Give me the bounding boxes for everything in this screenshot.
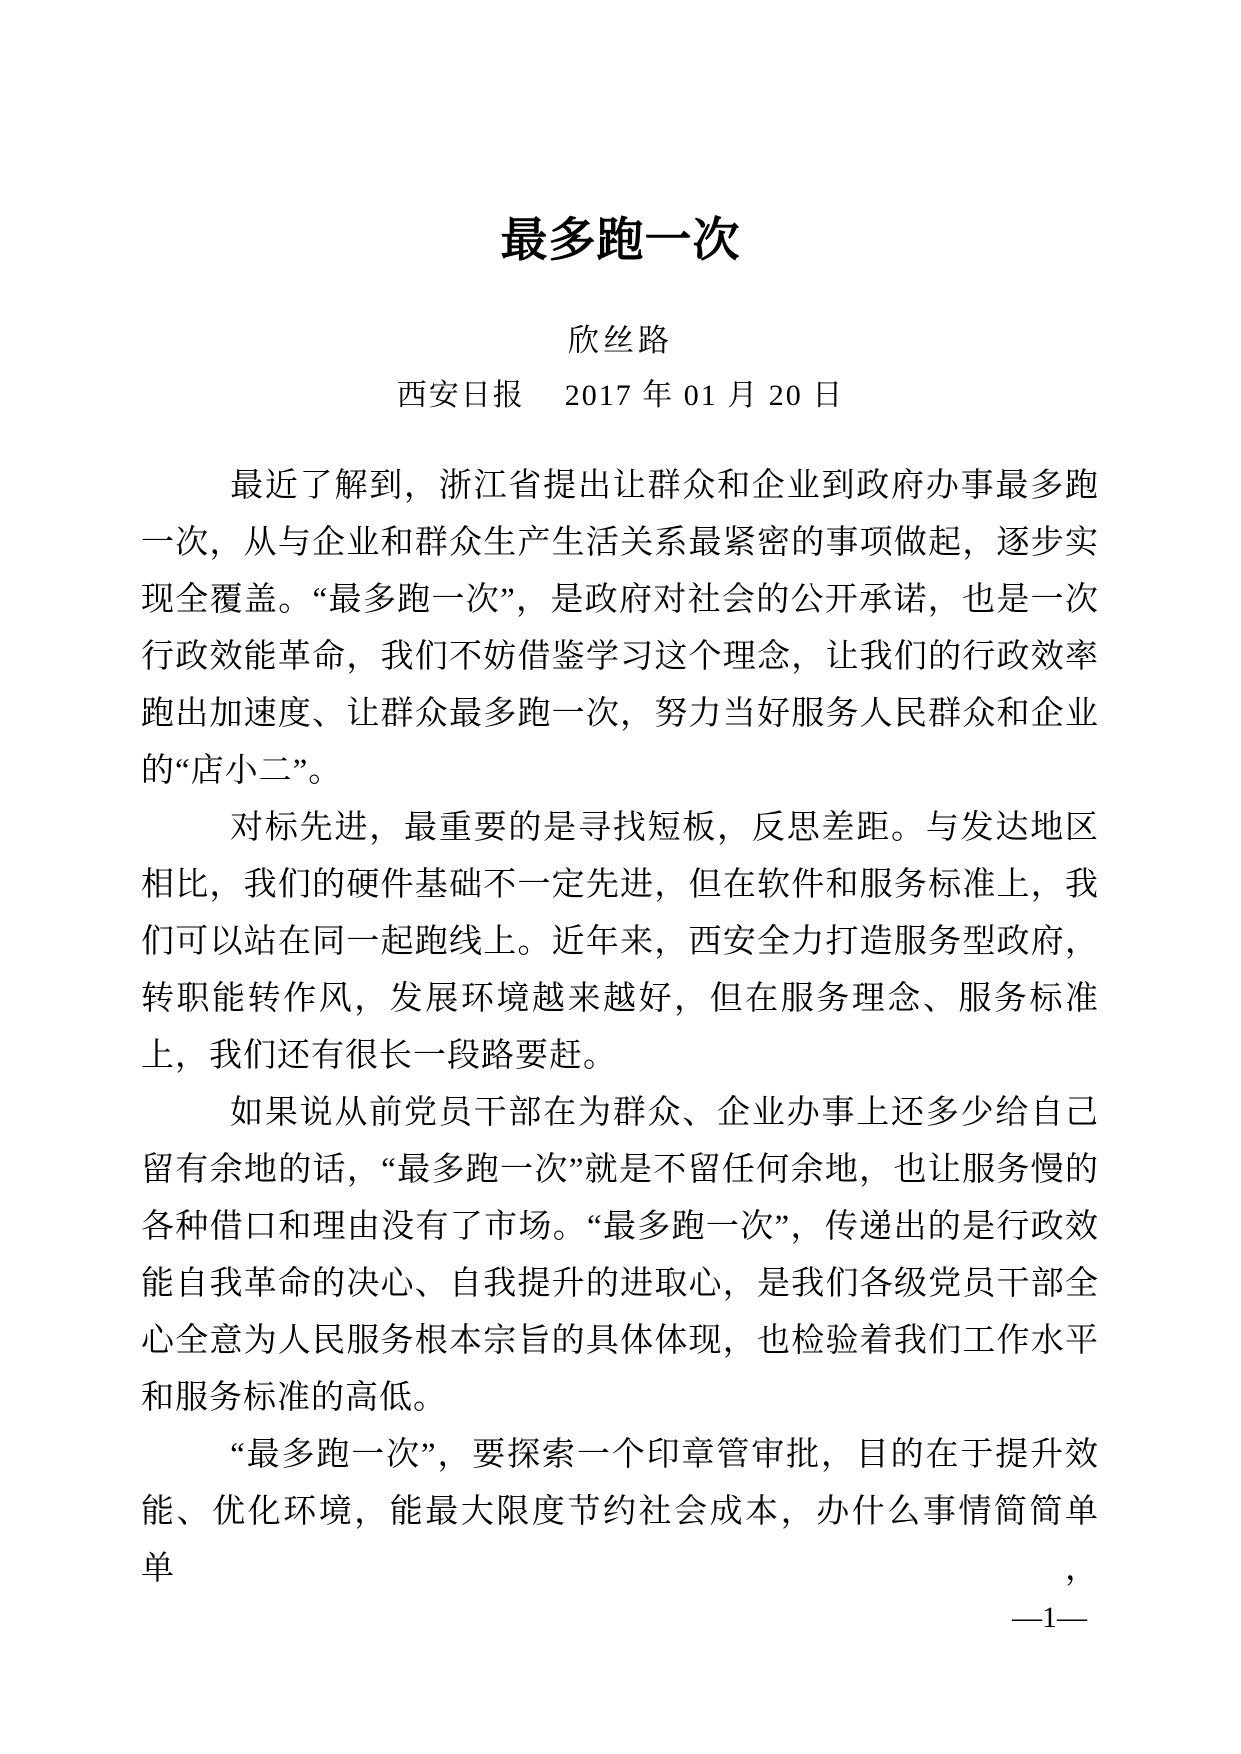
publication-date: 2017 年 01 月 20 日 (564, 379, 845, 412)
page-title: 最多跑一次 (500, 215, 741, 267)
paragraph-3: 如果说从前党员干部在为群众、企业办事上还多少给自己留有余地的话，“最多跑一次”就是不留任何余地，也让服务慢的各种借口和理由没有了市场。“最多跑一次”，传递出的是行政效能自我革命的决心、自我提升的进取心，是我们各级党员干部全心全意为人民服务根本宗旨的具体体现，也检验着我们工作水平和服务标准的高低。 (141, 1095, 1099, 1416)
source-line (0, 378, 1241, 414)
article-body (141, 458, 1099, 1598)
paragraph-2: 对标先进，最重要的是寻找短板，反思差距。与发达地区相比，我们的硬件基础不一定先进，但在软件和服务标准上，我们可以站在同一起跑线上。近年来，西安全力打造服务型政府，转职能转作风，发展环境越来越好，但在服务理念、服务标准上，我们还有很长一段路要赶。 (141, 810, 1099, 1074)
page-number: —1— (1012, 1601, 1087, 1634)
byline-author: 欣丝路 (568, 323, 673, 358)
paragraph-4: “最多跑一次”，要探索一个印章管审批，目的在于提升效能、优化环境，能最大限度节约社会成本，办什么事情简简单单， (141, 1437, 1099, 1587)
publication-name: 西安日报 (396, 379, 525, 412)
paragraph-1: 最近了解到，浙江省提出让群众和企业到政府办事最多跑一次，从与企业和群众生产生活关系最紧密的事项做起，逐步实现全覆盖。“最多跑一次”，是政府对社会的公开承诺，也是一次行政效能革命，我们不妨借鉴学习这个理念，让我们的行政效率跑出加速度、让群众最多跑一次，努力当好服务人民群众和企业的“店小二”。 (141, 468, 1099, 789)
